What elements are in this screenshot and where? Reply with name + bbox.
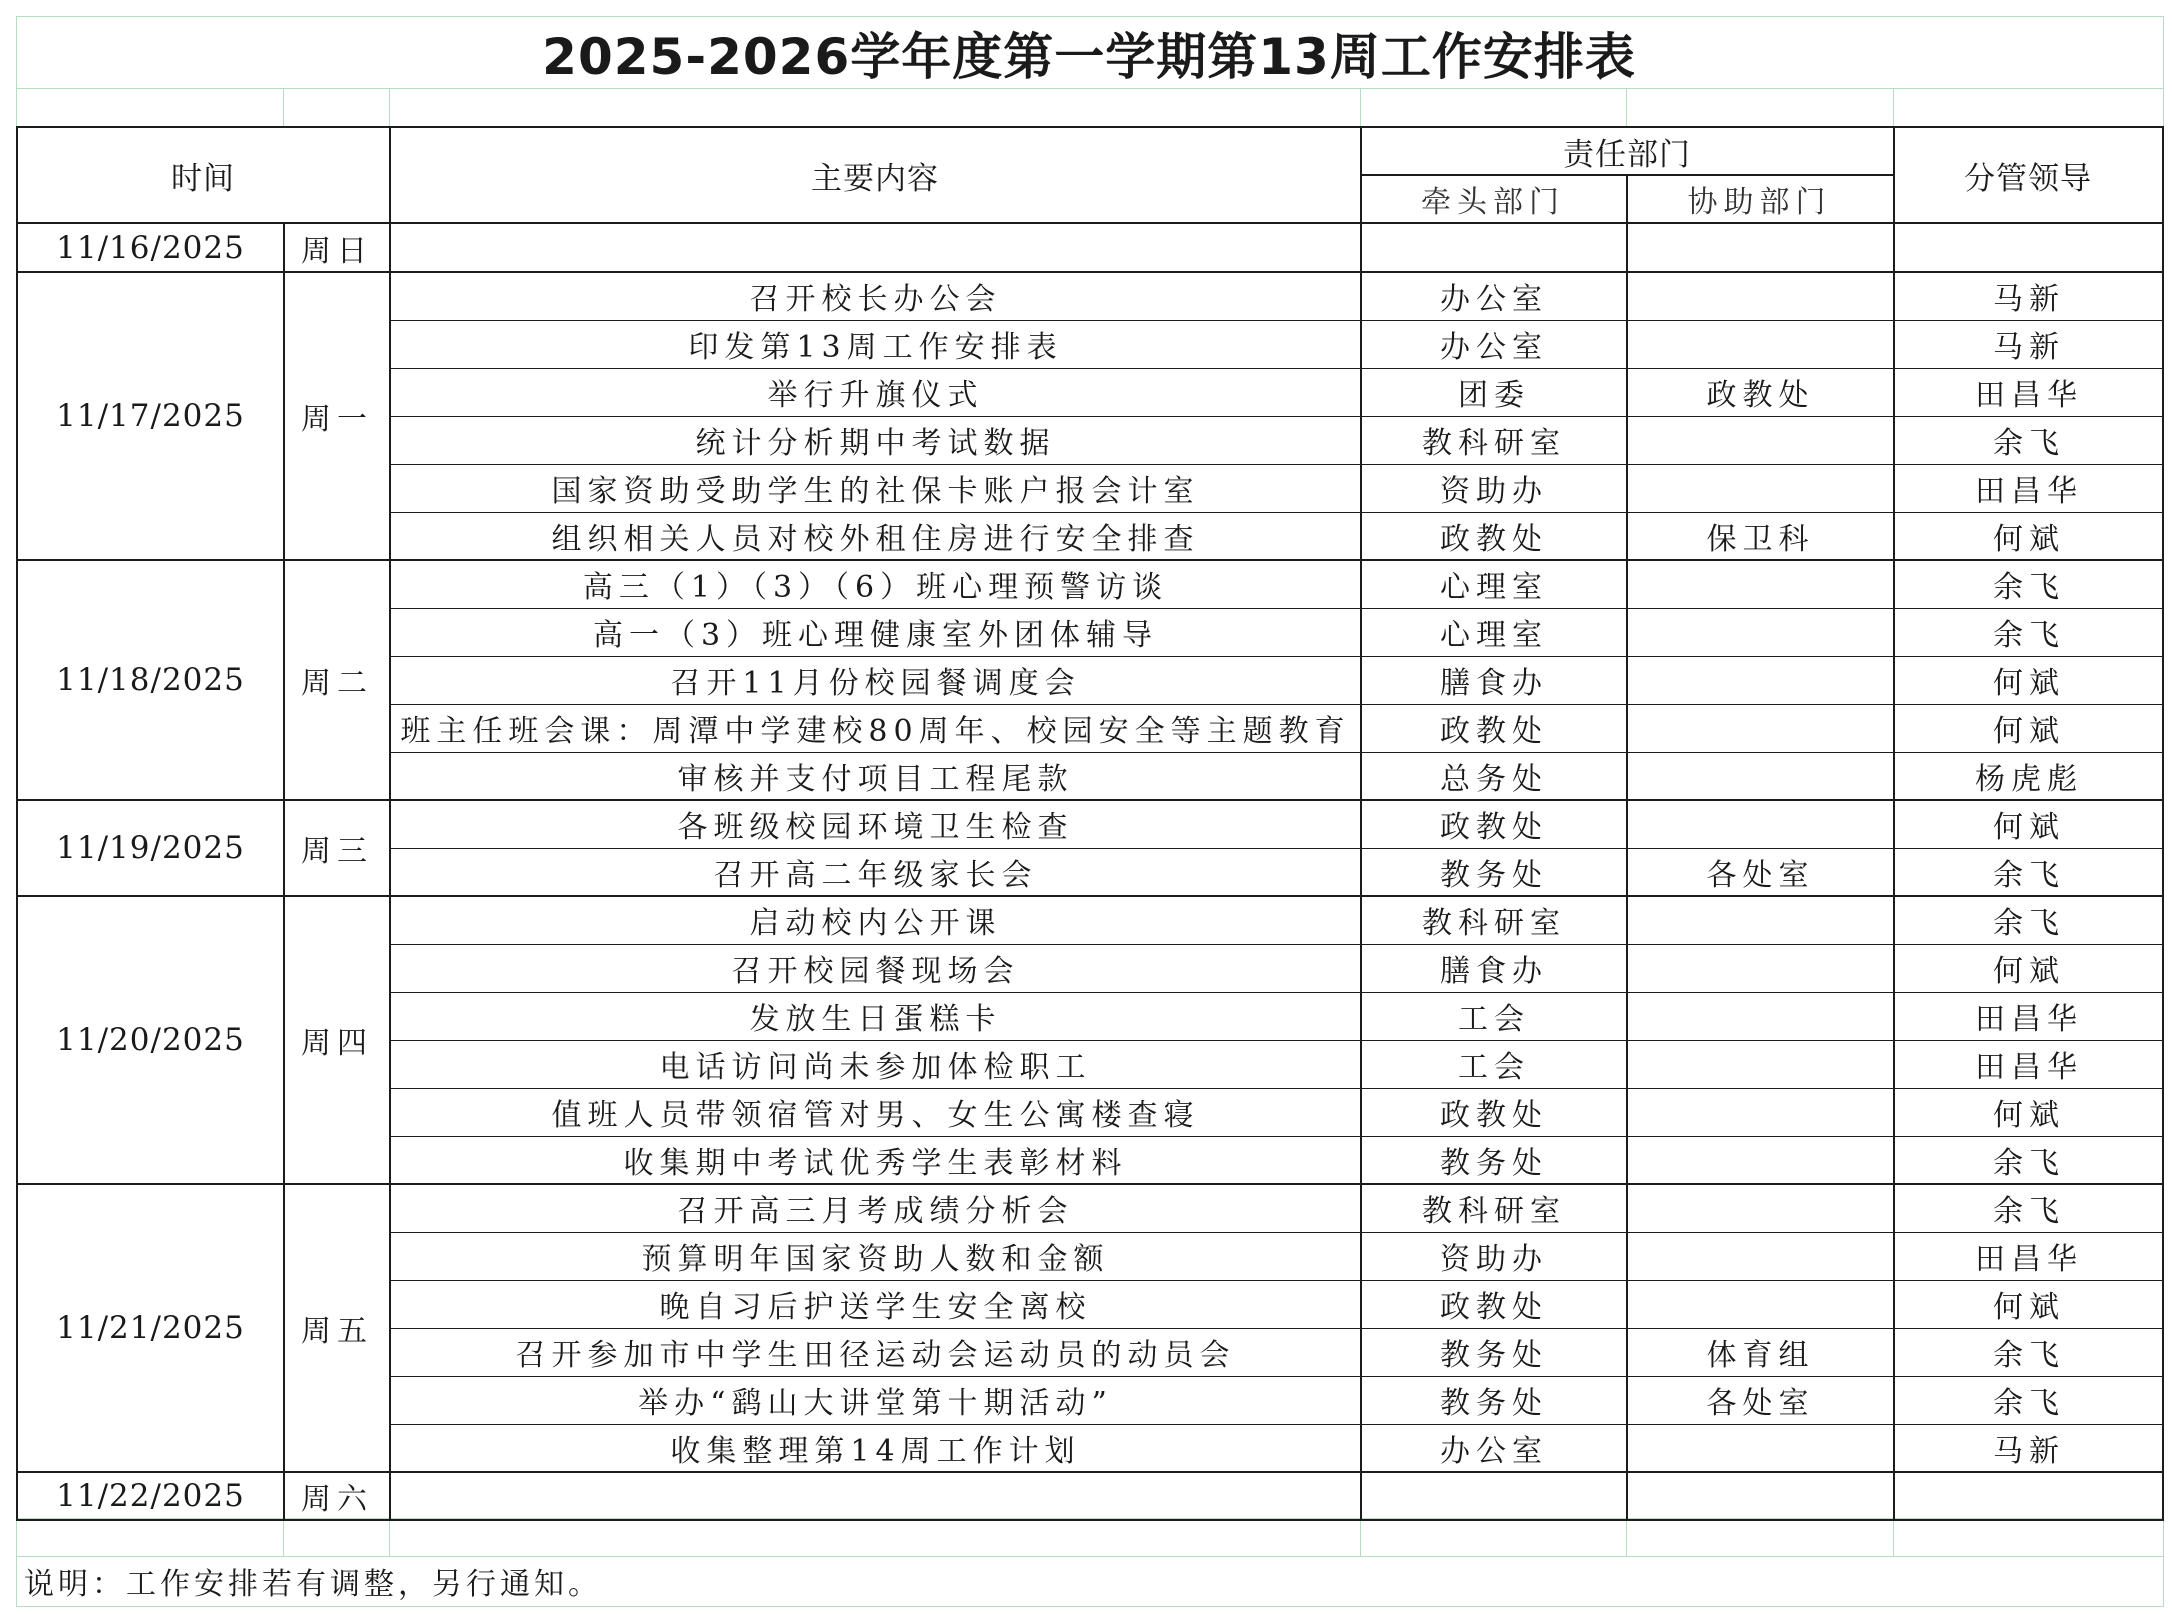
- task-leader: 何斌: [1993, 810, 2065, 845]
- task-assist-dept: [1628, 1136, 1893, 1184]
- task-content: 召开参加市中学生田径运动会运动员的动员会: [515, 1338, 1236, 1373]
- task-content: 召开高三月考成绩分析会: [677, 1194, 1074, 1229]
- task-leader: 何斌: [1993, 954, 2065, 989]
- task-content: 收集整理第14周工作计划: [670, 1434, 1081, 1469]
- footer-note: 说明：工作安排若有调整，另行通知。: [24, 1567, 602, 1602]
- task-assist-dept: [1628, 1424, 1893, 1472]
- task-lead-dept: 膳食办: [1440, 666, 1548, 701]
- page-title: 2025-2026学年度第一学期第13周工作安排表: [542, 28, 1636, 86]
- task-assist-dept: [1628, 896, 1893, 944]
- day-date: 11/18/2025: [56, 662, 245, 698]
- task-lead-dept: 教务处: [1440, 858, 1548, 893]
- task-content: 举办“鹞山大讲堂第十期活动”: [638, 1386, 1113, 1421]
- task-assist-dept: [1628, 1184, 1893, 1232]
- task-assist-dept: [1628, 1232, 1893, 1280]
- task-content: 预算明年国家资助人数和金额: [641, 1242, 1110, 1277]
- task-assist-dept: [1628, 464, 1893, 512]
- task-leader: 余飞: [1993, 1146, 2065, 1181]
- task-lead-dept: 教务处: [1440, 1146, 1548, 1181]
- task-content: 统计分析期中考试数据: [695, 426, 1056, 461]
- task-lead-dept: 总务处: [1440, 762, 1548, 797]
- task-lead-dept: 工会: [1458, 1002, 1530, 1037]
- header-content: 主要内容: [811, 160, 939, 197]
- task-content: 召开高二年级家长会: [713, 858, 1038, 893]
- task-assist-dept: [1628, 560, 1893, 608]
- task-content: 国家资助受助学生的社保卡账户报会计室: [551, 474, 1200, 509]
- task-lead-dept: 膳食办: [1440, 954, 1548, 989]
- task-lead-dept: 工会: [1458, 1050, 1530, 1085]
- task-leader: 余飞: [1993, 426, 2065, 461]
- task-leader: 田昌华: [1975, 1002, 2083, 1037]
- header-leader: 分管领导: [1964, 160, 2092, 197]
- task-leader: 余飞: [1993, 618, 2065, 653]
- task-leader: 余飞: [1993, 906, 2065, 941]
- task-assist-dept: [1628, 272, 1893, 320]
- task-leader: 余飞: [1993, 1194, 2065, 1229]
- task-leader: 余飞: [1993, 1386, 2065, 1421]
- task-lead-dept: 办公室: [1440, 1434, 1548, 1469]
- day-weekday: 周一: [301, 402, 373, 437]
- task-content: 召开校园餐现场会: [731, 954, 1020, 989]
- task-lead-dept: 政教处: [1440, 522, 1548, 557]
- task-assist-dept: 政教处: [1706, 378, 1815, 413]
- task-content: 各班级校园环境卫生检查: [677, 810, 1074, 845]
- task-lead-dept: 资助办: [1440, 1242, 1548, 1277]
- task-leader: 马新: [1993, 1434, 2065, 1469]
- task-assist-dept: [1628, 1280, 1893, 1328]
- task-assist-dept: 各处室: [1706, 1386, 1815, 1421]
- task-content: 审核并支付项目工程尾款: [677, 762, 1074, 797]
- task-content: 收集期中考试优秀学生表彰材料: [623, 1146, 1128, 1181]
- task-leader: 田昌华: [1975, 1242, 2083, 1277]
- day-date: 11/20/2025: [56, 1022, 245, 1058]
- task-leader: 田昌华: [1975, 378, 2083, 413]
- task-content: 班主任班会课：周潭中学建校80周年、校园安全等主题教育: [400, 714, 1351, 749]
- task-assist-dept: [1628, 1040, 1893, 1088]
- task-leader: 何斌: [1993, 666, 2065, 701]
- task-content: 发放生日蛋糕卡: [749, 1002, 1002, 1037]
- day-date: 11/22/2025: [56, 1478, 245, 1514]
- task-lead-dept: 教科研室: [1422, 1194, 1566, 1229]
- day-date: 11/21/2025: [56, 1310, 245, 1346]
- task-assist-dept: [1628, 416, 1893, 464]
- task-lead-dept: 办公室: [1440, 330, 1548, 365]
- task-leader: 余飞: [1993, 1338, 2065, 1373]
- task-assist-dept: [1628, 320, 1893, 368]
- task-lead-dept: 教科研室: [1422, 906, 1566, 941]
- day-date: 11/16/2025: [56, 230, 245, 266]
- task-content: 电话访问尚未参加体检职工: [659, 1050, 1092, 1085]
- task-lead-dept: 教务处: [1440, 1338, 1548, 1373]
- task-leader: 何斌: [1993, 522, 2065, 557]
- task-content: 启动校内公开课: [749, 906, 1002, 941]
- task-content: 印发第13周工作安排表: [688, 330, 1063, 365]
- task-leader: 余飞: [1993, 858, 2065, 893]
- day-weekday: 周五: [301, 1314, 373, 1349]
- task-assist-dept: [1628, 992, 1893, 1040]
- task-assist-dept: 各处室: [1706, 858, 1815, 893]
- task-lead-dept: 政教处: [1440, 714, 1548, 749]
- task-lead-dept: 政教处: [1440, 1290, 1548, 1325]
- day-weekday: 周二: [301, 666, 373, 701]
- task-content: 召开校长办公会: [749, 282, 1002, 317]
- task-content: 召开11月份校园餐调度会: [670, 666, 1081, 701]
- task-lead-dept: 政教处: [1440, 1098, 1548, 1133]
- day-date: 11/17/2025: [56, 398, 245, 434]
- task-leader: 余飞: [1993, 570, 2065, 605]
- task-content: 高一（3）班心理健康室外团体辅导: [592, 618, 1159, 653]
- task-lead-dept: 办公室: [1440, 282, 1548, 317]
- task-assist-dept: 保卫科: [1706, 522, 1815, 557]
- task-content: 组织相关人员对校外租住房进行安全排查: [551, 522, 1200, 557]
- day-date: 11/19/2025: [56, 830, 245, 866]
- day-weekday: 周四: [301, 1026, 373, 1061]
- task-assist-dept: [1628, 1088, 1893, 1136]
- task-assist-dept: [1628, 656, 1893, 704]
- task-lead-dept: 团委: [1458, 378, 1530, 413]
- task-content: 高三（1）（3）（6）班心理预警访谈: [582, 570, 1169, 605]
- task-lead-dept: 教科研室: [1422, 426, 1566, 461]
- task-content: 举行升旗仪式: [767, 378, 984, 413]
- task-leader: 杨虎彪: [1975, 762, 2083, 797]
- day-weekday: 周六: [301, 1482, 373, 1517]
- task-leader: 何斌: [1993, 1098, 2065, 1133]
- header-assist-dept: 协助部门: [1687, 185, 1832, 220]
- task-assist-dept: [1628, 704, 1893, 752]
- task-leader: 马新: [1993, 330, 2065, 365]
- header-time: 时间: [171, 160, 235, 197]
- task-leader: 田昌华: [1975, 1050, 2083, 1085]
- task-assist-dept: [1628, 608, 1893, 656]
- task-lead-dept: 心理室: [1440, 618, 1548, 653]
- task-lead-dept: 政教处: [1440, 810, 1548, 845]
- header-responsible-dept: 责任部门: [1563, 136, 1691, 173]
- day-weekday: 周日: [301, 234, 373, 269]
- task-lead-dept: 资助办: [1440, 474, 1548, 509]
- task-assist-dept: [1628, 800, 1893, 848]
- task-leader: 田昌华: [1975, 474, 2083, 509]
- task-lead-dept: 教务处: [1440, 1386, 1548, 1421]
- task-assist-dept: 体育组: [1706, 1338, 1815, 1373]
- task-assist-dept: [1628, 752, 1893, 800]
- task-leader: 马新: [1993, 282, 2065, 317]
- header-lead-dept: 牵头部门: [1421, 185, 1565, 220]
- task-content: 晚自习后护送学生安全离校: [659, 1290, 1092, 1325]
- day-weekday: 周三: [301, 834, 373, 869]
- task-leader: 何斌: [1993, 714, 2065, 749]
- task-content: 值班人员带领宿管对男、女生公寓楼查寝: [551, 1098, 1200, 1133]
- task-assist-dept: [1628, 944, 1893, 992]
- task-lead-dept: 心理室: [1440, 570, 1548, 605]
- task-leader: 何斌: [1993, 1290, 2065, 1325]
